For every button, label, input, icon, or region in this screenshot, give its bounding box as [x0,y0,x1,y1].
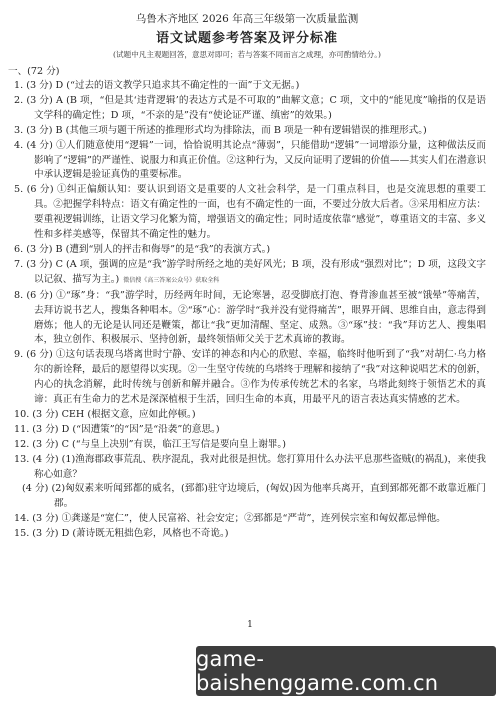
answer-item-2: 2. (3 分) A (B 项，“但是其‘违背逻辑’的表达方式是不可取的”曲解文意；C 项，文中的“能见度”喻指的仅是语文学科的确定性；D 项，“不亲的是”没有“使论证严谨、缜密”的效果。) [14,94,486,121]
answer-item-15: 15. (3 分) D (萧诗既无粗拙色彩，风格也不奇诡。) [14,528,229,540]
answer-item-5: 5. (6 分) ①纠正偏颇认知：要认识到语文是重要的人文社会科学，是一门重点科目，也是交流思想的重要工具。②把握学科特点：语文有确定性的一面，也有不确定性的一面，不要过分放大后者。③采用相应方法：要重视逻辑训练，让语文学习化繁为简，增强语文的确定性；同时适度依靠“感觉”，尊重语文的丰富、多义性和多样美感等，保留其不确定性的魅力。 [14,184,486,241]
answer-item-13-1: 13. (4 分) (1)渔海郡政事荒乱、秩序混乱，我对此很是担忧。您打算用什么办法平息那些盗贼(的祸乱)，来使我称心如意？ [14,453,486,480]
answer-item-10: 10. (3 分) CEH (根据文意，应如此停顿。) [14,408,196,420]
answer-item-11: 11. (3 分) D (“因遭策”的“因”是“沿袭”的意思。) [14,423,220,435]
section-heading: 一、(72 分) [8,66,60,77]
answer-item-7 [8,258,486,289]
answer-item-3: 3. (3 分) B (其他三项与题干所述的推理形式均为排除法，而 B 项是一种有逻辑错误的推理形式。) [14,124,427,136]
answer-item-6: 6. (3 分) B (遭到“别人的抨击和侮辱”的是“我”的表演方式。) [14,243,271,255]
watermark-banner-text: game-baishenggame.com.cn [196,647,439,695]
inline-watermark: 微信搜《高三答案公众号》获取全科 [123,276,220,284]
answer-item-4: 4. (4 分) ①人们随意使用“逻辑”一词，恰恰说明其论点“薄弱”，只能借助“逻辑”一词增添分量，这种做法反而影响了“逻辑”的严谨性、说服力和真正价值。②这种行为，又反向证明了逻辑的价值——其实人们在潜意识中承认逻辑是验证真伪的重要标准。 [14,139,486,181]
exam-title: 乌鲁木齐地区 2026 年高三年级第一次质量监测 [135,13,359,25]
document-title: 语文试题参考答案及评分标准 [155,31,338,46]
answer-item-13-2: (4 分) (2)匈奴素来听闻郅都的威名，(郅都)驻守边境后，(匈奴)因为他率兵离开，直到郅都死都不敢靠近雁门郡。 [22,483,486,510]
answer-item-1: 1. (3 分) D (“过去的语文教学只追求其不确定性的一面”于文无据。) [14,80,300,91]
grading-note: (试题中凡主观题回答，意思对即可；若与答案不同而言之成理，亦可酌情给分。) [113,50,381,59]
page-number: 1 [247,620,253,630]
answer-item-7-text: 7. (3 分) C (A 项，强调的应是“我”游学时所经之地的美好风光；B 项，没有形成“强烈对比”；D 项，这段文字以记叙、描写为主。) [14,258,486,285]
answer-item-9: 9. (6 分) ①这句话表现乌塔离世时宁静、安详的神态和内心的欣慰、幸福，临终时他听到了“我”对胡仁·乌力格尔的新诠释，最后的愿望得以实现。②一生坚守传统的乌塔终于理解和接纳了“我”对这种说唱艺术的创新，内心的执念消解，此时传统与创新和解并融合。③作为传承传统艺术的名家，乌塔此刻终于领悟艺术的真谛：真正有生命力的艺术是深深植根于生活，回归生命的本真，用最平凡的语言表达真实情感的艺术。 [14,349,486,406]
answer-item-12: 12. (3 分) C (“与皇上决别”有误，临江王写信是要向皇上谢罪。) [14,438,286,450]
watermark-banner [196,646,496,696]
answer-item-8: 8. (6 分) ①“琢”身：“我”游学时，历经两年时间，无论寒暑，忍受脚底打泡、脊背渗血甚至被“饿晕”等痛苦，去拜访说书艺人，搜集各种唱本。②“琢”心：游学时“我并没有觉得痛苦”，眼界开阔、思维自由，意志得到磨炼；他人的无论是认同还是鞭策，都让“我”更加清醒、坚定、成熟。③“琢”技：“我”拜访艺人、搜集唱本，独立创作、积极展示、坚持创新，最终领悟师父关于艺术真谛的教诲。 [14,289,486,346]
answer-item-14: 14. (3 分) ①龚遂是“宽仁”，使人民富裕、社会安定；②郅都是“严苛”，连列侯宗室和匈奴都忌惮他。 [14,513,446,525]
